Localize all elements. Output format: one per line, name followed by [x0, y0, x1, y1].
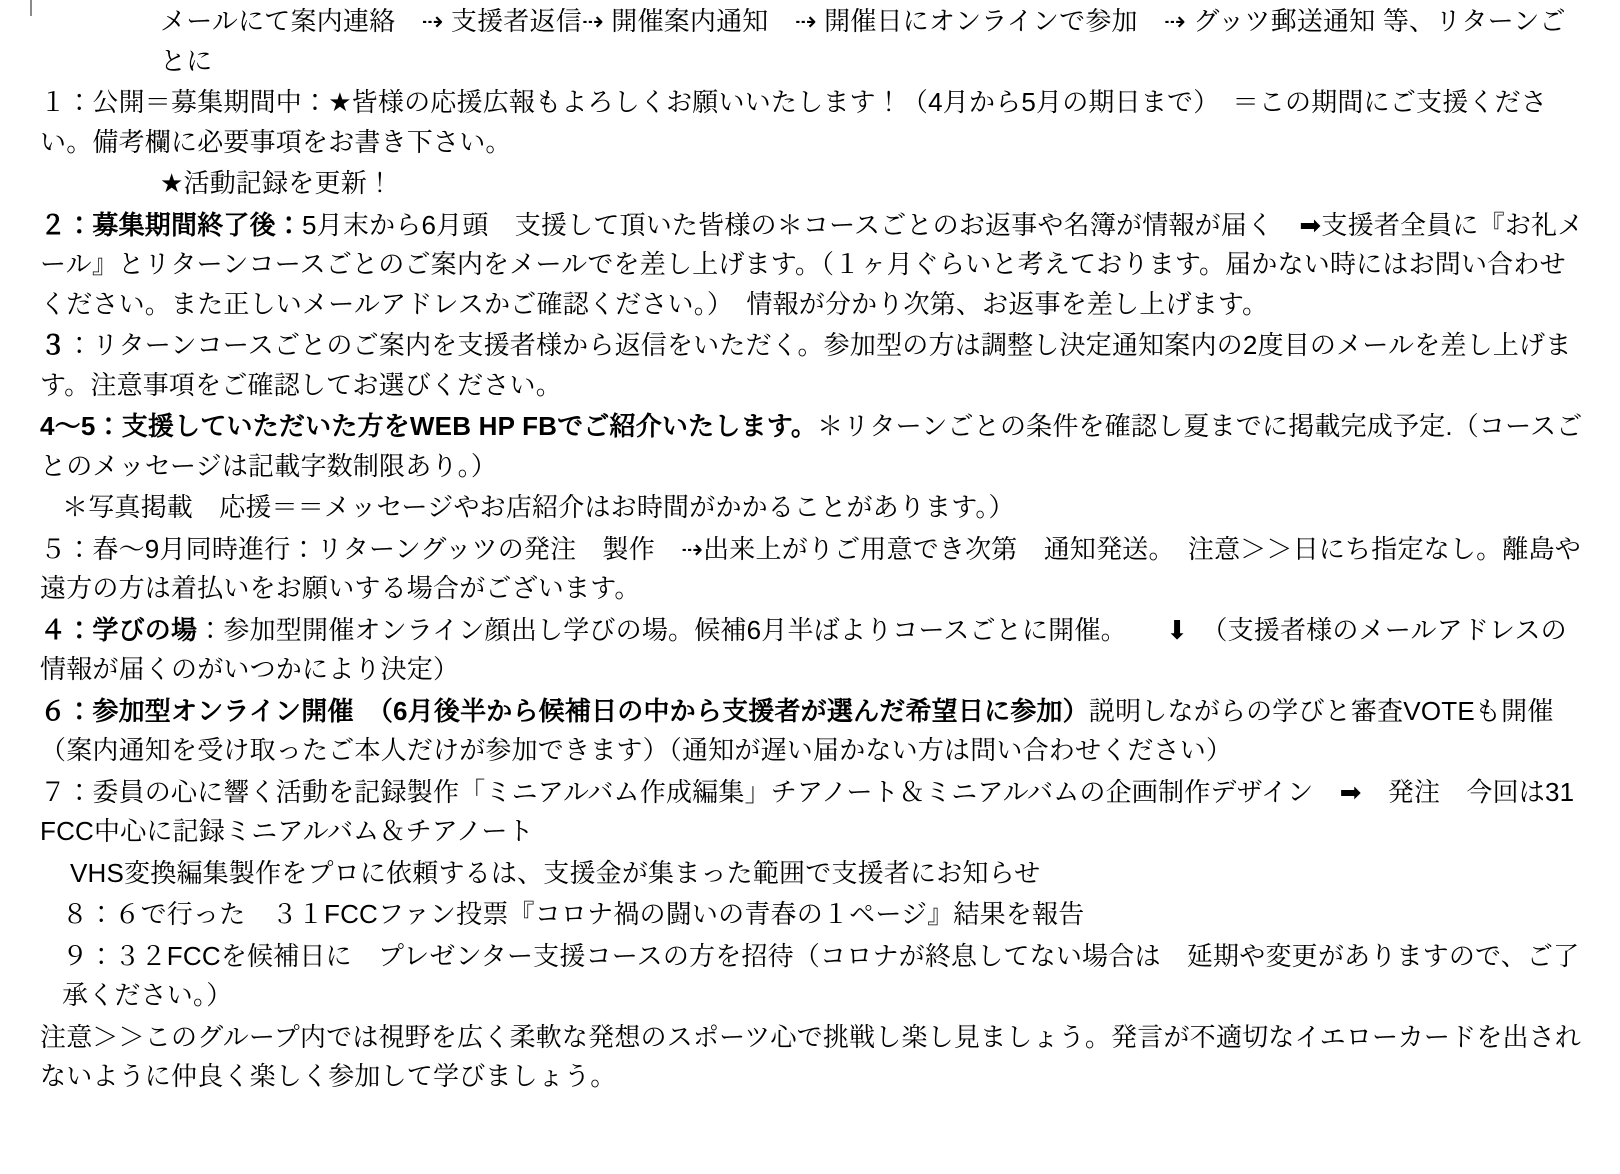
- paragraph-p3: [40, 206, 1584, 325]
- text-run: ＊リターンごとの条件を確認し夏までに掲載完成予定.（コースごとのメッセージは記載字数制限あり。）: [40, 411, 1583, 481]
- paragraph-p10: [40, 773, 1584, 852]
- paragraph-p12: [40, 895, 1584, 935]
- text-run: ３: [40, 330, 67, 361]
- text-run: ：リターンコースごとのご案内を支援者様から返信をいただく。参加型の方は調整し決定通知案内の2度目のメールを差し上げます。注意事項をご確認してお選びください。: [40, 330, 1572, 400]
- text-run: VHS変換編集製作をプロに依頼するは、支援金が集まった範囲で支援者にお知らせ: [70, 857, 1041, 888]
- text-run: 説明しながらの学びと審査VOTEも開催（案内通知を受け取ったご本人だけが参加できます）（通知が遅い届かない方は問い合わせください）: [40, 695, 1554, 766]
- paragraph-p1: [40, 83, 1584, 162]
- text-run: ８：６で行った ３１FCCファン投票『コロナ禍の闘いの青春の１ページ』結果を報告: [62, 899, 1085, 930]
- text-run: ：参加型開催オンライン顔出し学びの場。候補6月半ばよりコースごとに開催。 ⬇ （支援者様のメールアドレスの情報が届くのがいつかにより決定）: [40, 614, 1567, 685]
- text-run: メールにて案内連絡 ⇢ 支援者返信⇢ 開催案内通知 ⇢ 開催日にオンラインで参加 ⇢ グッツ郵送通知 等、リターンごとに: [160, 6, 1566, 76]
- paragraph-p8: [40, 611, 1584, 690]
- text-run: ２：募集期間終了後：: [40, 209, 303, 240]
- text-run: ６：参加型オンライン開催 （6月後半から候補日の中から支援者が選んだ希望日に参加）: [40, 695, 1089, 726]
- paragraph-p14: [40, 1018, 1584, 1097]
- text-run: 4〜5：支援していただいた方をWEB HP FBでご紹介いたします。: [40, 411, 818, 442]
- page-margin-rule: [30, 0, 32, 16]
- text-run: ★活動記録を更新！: [160, 168, 394, 199]
- text-run: １：公開＝募集期間中：★皆様の応援広報もよろしくお願いいたします！（4月から5月の期日まで） ＝この期間にご支援ください。備考欄に必要事項をお書き下さい。: [40, 87, 1548, 157]
- text-run: ５：春〜9月同時進行：リターングッツの発注 製作 ⇢出来上がりご用意でき次第 通知発送。 注意＞＞日にち指定なし。離島や遠方の方は着払いをお願いする場合がございます。: [40, 533, 1581, 604]
- paragraph-p9: [40, 692, 1584, 771]
- paragraph-p4: [40, 326, 1584, 405]
- text-run: 5月末から6月頭 支援して頂いた皆様の＊コースごとのお返事や名簿が情報が届く ➡支援者全員に『お礼メール』とリターンコースごとのご案内をメールでを差し上げます。（１ヶ月ぐらいと考えております。届かない時にはお問い合わせください。また正しいメールアドレスかご確認ください。）: [40, 209, 1584, 319]
- text-run: ＊写真掲載 応援＝＝メッセージやお店紹介はお時間がかかることがあります。）: [62, 492, 1015, 523]
- text-run: ７：委員の心に響く活動を記録製作「ミニアルバム作成編集」チアノート＆ミニアルバムの企画制作デザイン ➡ 発注 今回は31FCC中心に記録ミニアルバム＆チアノート: [40, 776, 1575, 847]
- paragraph-p7: [40, 530, 1584, 609]
- paragraph-p6: [40, 488, 1584, 528]
- paragraph-p5: [40, 407, 1584, 486]
- paragraph-p13: [40, 937, 1584, 1016]
- paragraph-p11: [40, 854, 1584, 894]
- document-body: [40, 0, 1584, 1097]
- text-run: 情報が分かり次第、お返事を差し上げます。: [746, 288, 1269, 319]
- text-run: ４：学びの場: [40, 614, 198, 645]
- text-run: 注意＞＞このグループ内では視野を広く柔軟な発想のスポーツ心で挑戦し楽し見ましょう。発言が不適切なイエローカードを出されないように仲良く楽しく参加して学びましょう。: [40, 1021, 1582, 1092]
- paragraph-p0: [40, 2, 1584, 81]
- paragraph-p2: [40, 164, 1584, 204]
- text-run: ９：３２FCCを候補日に プレゼンター支援コースの方を招待（コロナが終息してない場合は 延期や変更がありますので、ご了承ください。）: [62, 940, 1580, 1011]
